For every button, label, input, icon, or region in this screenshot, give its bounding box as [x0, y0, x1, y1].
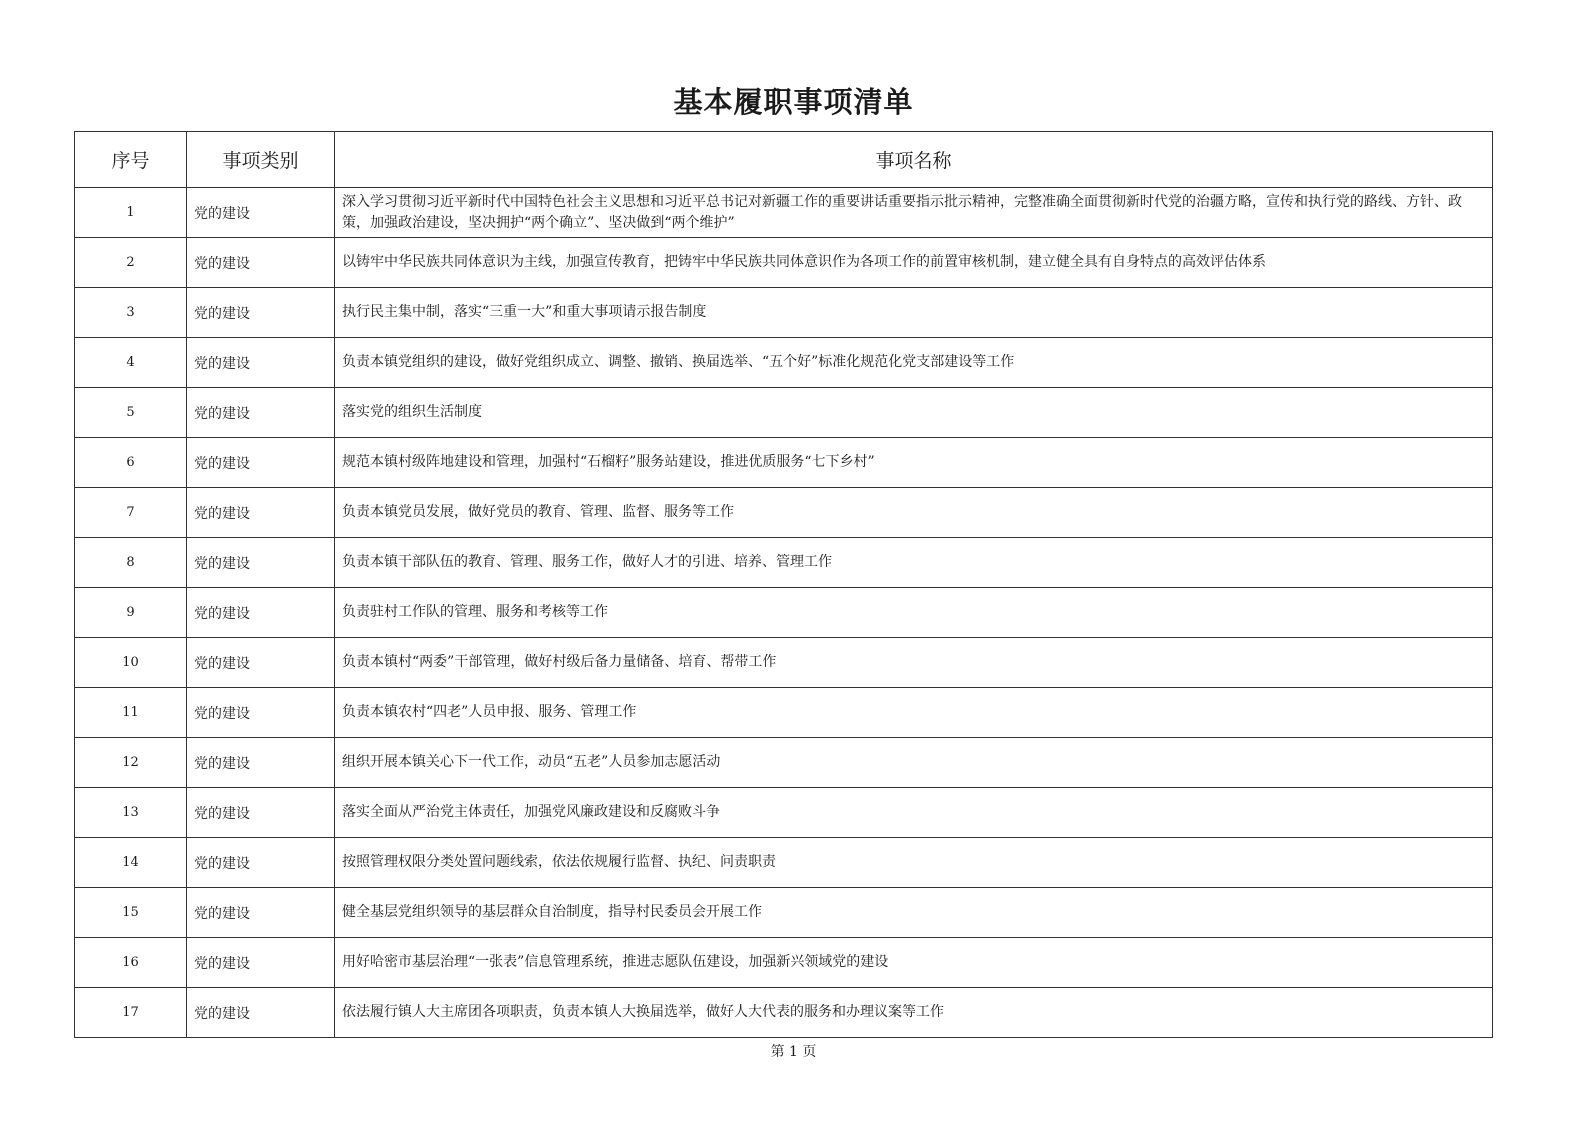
row-category: 党的建设 — [187, 538, 335, 588]
page-number: 第 1 页 — [770, 1044, 817, 1060]
table-row — [75, 338, 1493, 388]
row-category: 党的建设 — [187, 888, 335, 938]
row-item-name: 负责驻村工作队的管理、服务和考核等工作 — [335, 588, 1493, 638]
table-row — [75, 238, 1493, 288]
table-header-row — [75, 132, 1493, 188]
table-row — [75, 538, 1493, 588]
table-row — [75, 688, 1493, 738]
row-item-name: 深入学习贯彻习近平新时代中国特色社会主义思想和习近平总书记对新疆工作的重要讲话重要指示批示精神，完整准确全面贯彻新时代党的治疆方略，宣传和执行党的路线、方针、政策，加强政治建设，坚决拥护“两个确立”、坚决做到“两个维护” — [335, 188, 1493, 238]
table-row — [75, 638, 1493, 688]
row-category: 党的建设 — [187, 388, 335, 438]
row-index: 4 — [75, 338, 187, 388]
table-row — [75, 388, 1493, 438]
row-index: 16 — [75, 938, 187, 988]
row-item-name: 落实全面从严治党主体责任，加强党风廉政建设和反腐败斗争 — [335, 788, 1493, 838]
row-category: 党的建设 — [187, 838, 335, 888]
table-row — [75, 588, 1493, 638]
row-item-name: 落实党的组织生活制度 — [335, 388, 1493, 438]
row-index: 11 — [75, 688, 187, 738]
row-index: 3 — [75, 288, 187, 338]
row-item-name: 执行民主集中制，落实“三重一大”和重大事项请示报告制度 — [335, 288, 1493, 338]
table-body — [75, 188, 1493, 1038]
row-index: 17 — [75, 988, 187, 1038]
row-category: 党的建设 — [187, 288, 335, 338]
row-category: 党的建设 — [187, 338, 335, 388]
row-category: 党的建设 — [187, 638, 335, 688]
row-index: 12 — [75, 738, 187, 788]
header-index: 序号 — [75, 132, 187, 188]
header-category: 事项类别 — [187, 132, 335, 188]
row-index: 1 — [75, 188, 187, 238]
row-item-name: 按照管理权限分类处置问题线索，依法依规履行监督、执纪、问责职责 — [335, 838, 1493, 888]
row-category: 党的建设 — [187, 688, 335, 738]
header-name: 事项名称 — [335, 132, 1493, 188]
row-item-name: 以铸牢中华民族共同体意识为主线，加强宣传教育，把铸牢中华民族共同体意识作为各项工作的前置审核机制，建立健全具有自身特点的高效评估体系 — [335, 238, 1493, 288]
row-category: 党的建设 — [187, 188, 335, 238]
row-index: 7 — [75, 488, 187, 538]
table-row — [75, 838, 1493, 888]
table-row — [75, 438, 1493, 488]
row-item-name: 负责本镇党组织的建设，做好党组织成立、调整、撤销、换届选举、“五个好”标准化规范化党支部建设等工作 — [335, 338, 1493, 388]
table-row — [75, 788, 1493, 838]
table-row — [75, 288, 1493, 338]
row-index: 10 — [75, 638, 187, 688]
row-index: 15 — [75, 888, 187, 938]
row-index: 6 — [75, 438, 187, 488]
row-index: 14 — [75, 838, 187, 888]
row-index: 5 — [75, 388, 187, 438]
row-index: 13 — [75, 788, 187, 838]
document-title: 基本履职事项清单 — [673, 85, 914, 119]
table-row — [75, 188, 1493, 238]
table-row — [75, 488, 1493, 538]
row-index: 2 — [75, 238, 187, 288]
row-category: 党的建设 — [187, 238, 335, 288]
row-index: 8 — [75, 538, 187, 588]
row-category: 党的建设 — [187, 738, 335, 788]
row-item-name: 用好哈密市基层治理“一张表”信息管理系统，推进志愿队伍建设，加强新兴领域党的建设 — [335, 938, 1493, 988]
row-category: 党的建设 — [187, 988, 335, 1038]
table-row — [75, 888, 1493, 938]
table-row — [75, 738, 1493, 788]
row-item-name: 健全基层党组织领导的基层群众自治制度，指导村民委员会开展工作 — [335, 888, 1493, 938]
row-item-name: 负责本镇干部队伍的教育、管理、服务工作，做好人才的引进、培养、管理工作 — [335, 538, 1493, 588]
row-category: 党的建设 — [187, 788, 335, 838]
table-row — [75, 988, 1493, 1038]
row-item-name: 规范本镇村级阵地建设和管理，加强村“石榴籽”服务站建设，推进优质服务“七下乡村” — [335, 438, 1493, 488]
row-item-name: 依法履行镇人大主席团各项职责，负责本镇人大换届选举，做好人大代表的服务和办理议案等工作 — [335, 988, 1493, 1038]
row-item-name: 负责本镇农村“四老”人员申报、服务、管理工作 — [335, 688, 1493, 738]
row-category: 党的建设 — [187, 488, 335, 538]
row-category: 党的建设 — [187, 438, 335, 488]
row-category: 党的建设 — [187, 588, 335, 638]
row-category: 党的建设 — [187, 938, 335, 988]
row-index: 9 — [75, 588, 187, 638]
duty-list-table — [74, 131, 1493, 1038]
row-item-name: 负责本镇党员发展，做好党员的教育、管理、监督、服务等工作 — [335, 488, 1493, 538]
table-row — [75, 938, 1493, 988]
row-item-name: 组织开展本镇关心下一代工作，动员“五老”人员参加志愿活动 — [335, 738, 1493, 788]
row-item-name: 负责本镇村“两委”干部管理，做好村级后备力量储备、培育、帮带工作 — [335, 638, 1493, 688]
